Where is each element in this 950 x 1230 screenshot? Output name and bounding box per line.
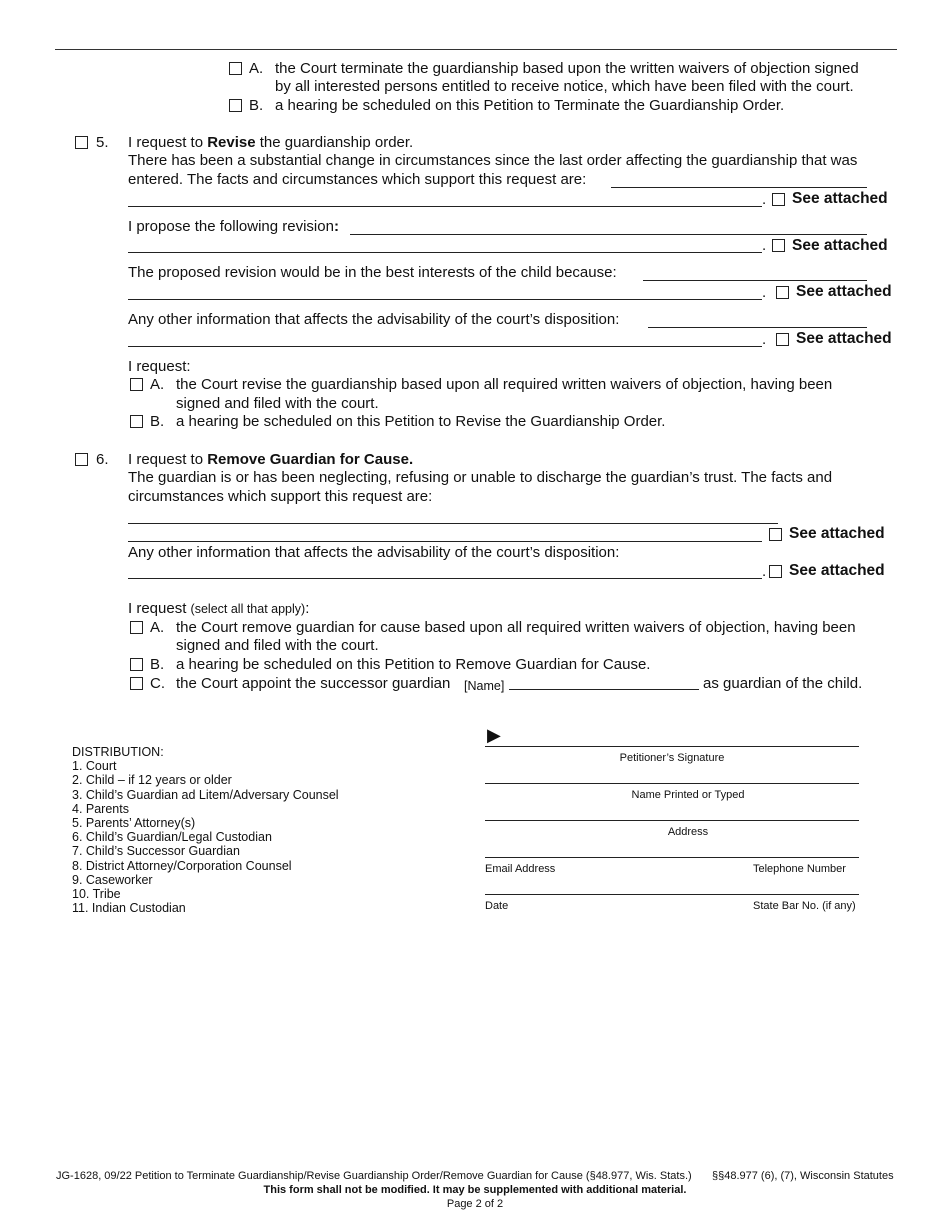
revise-option-a-checkbox[interactable] (130, 378, 143, 391)
distribution-item: 11. Indian Custodian (72, 901, 186, 916)
propose-revision-see-attached-checkbox[interactable] (772, 239, 785, 252)
propose-revision-line-2[interactable] (128, 252, 762, 253)
successor-guardian-name-line[interactable] (509, 689, 699, 690)
revise-other-info-label: Any other information that affects the advisability of the court’s disposition: (128, 311, 620, 328)
remove-guardian-reason-text: The guardian is or has been neglecting, refusing or unable to discharge the guardian’s trust. The facts and (128, 469, 833, 486)
remove-option-a-text-cont: signed and filed with the court. (176, 637, 379, 654)
top-divider (55, 49, 897, 50)
distribution-item: 1. Court (72, 759, 117, 774)
terminate-option-b-text: a hearing be scheduled on this Petition to Terminate the Guardianship Order. (275, 97, 785, 114)
distribution-item: 4. Parents (72, 801, 129, 816)
period: . (762, 237, 767, 254)
date-bar-line[interactable] (485, 894, 859, 895)
remove-option-b-letter: B. (150, 656, 165, 673)
revise-other-info-see-attached-checkbox[interactable] (776, 333, 789, 346)
distribution-item: 8. District Attorney/Corporation Counsel (72, 858, 292, 873)
terminate-option-a-letter: A. (249, 60, 264, 77)
revise-checkbox[interactable] (75, 136, 88, 149)
distribution-list (72, 745, 339, 915)
distribution-item: 10. Tribe (72, 887, 121, 902)
date-label: Date (485, 900, 509, 912)
item-6-number: 6. (96, 451, 109, 468)
name-printed-label: Name Printed or Typed (631, 789, 745, 801)
revise-reason-text: There has been a substantial change in circumstances since the last order affecting the guardianship that was (128, 152, 858, 169)
email-telephone-line[interactable] (485, 857, 859, 858)
remove-guardian-heading: I request to Remove Guardian for Cause. (128, 451, 414, 468)
see-attached-label: See attached (792, 237, 888, 254)
address-label: Address (667, 826, 709, 838)
revise-option-b-text: a hearing be scheduled on this Petition to Revise the Guardianship Order. (176, 413, 666, 430)
revise-request-heading: I request to Revise the guardianship order. (128, 134, 414, 151)
telephone-label: Telephone Number (753, 863, 846, 875)
period: . (762, 563, 767, 580)
revise-facts-line-2[interactable] (128, 206, 762, 207)
distribution-item: 7. Child’s Successor Guardian (72, 844, 240, 859)
terminate-option-b-letter: B. (249, 97, 264, 114)
revise-option-b-letter: B. (150, 413, 165, 430)
form-id: JG-1628, 09/22 Petition to Terminate Guardianship/Revise Guardianship Order/Remove Guardian for Cause (§48.977, Wis. Stats.) (56, 1170, 692, 1182)
distribution-item: 5. Parents’ Attorney(s) (72, 816, 196, 831)
item-5-number: 5. (96, 134, 109, 151)
revise-option-a-text: the Court revise the guardianship based upon all required written waivers of objection, having been (176, 376, 833, 393)
signature-arrow-icon: ▶ (487, 725, 501, 745)
remove-i-request-label: I request (select all that apply): (128, 600, 310, 617)
revise-option-b-checkbox[interactable] (130, 415, 143, 428)
remove-option-a-text: the Court remove guardian for cause based upon all required written waivers of objection, having been (176, 619, 856, 636)
remove-guardian-reason-text-cont: circumstances which support this request are: (128, 488, 433, 505)
name-printed-line[interactable] (485, 783, 859, 784)
terminate-option-a-checkbox[interactable] (229, 62, 242, 75)
remove-option-c-suffix: as guardian of the child. (703, 675, 863, 692)
terminate-option-a-text: the Court terminate the guardianship based upon the written waivers of objection signed (275, 60, 859, 77)
see-attached-label: See attached (792, 190, 888, 207)
see-attached-label: See attached (796, 330, 892, 347)
best-interest-label: The proposed revision would be in the best interests of the child because: (128, 264, 617, 281)
period: . (762, 191, 767, 208)
remove-option-b-checkbox[interactable] (130, 658, 143, 671)
state-bar-label: State Bar No. (if any) (753, 900, 856, 912)
distribution-item: 3. Child’s Guardian ad Litem/Adversary Counsel (72, 787, 339, 802)
remove-option-c-checkbox[interactable] (130, 677, 143, 690)
best-interest-line-1[interactable] (643, 280, 867, 281)
revise-facts-see-attached-checkbox[interactable] (772, 193, 785, 206)
revise-other-info-line-1[interactable] (648, 327, 867, 328)
remove-other-info-label: Any other information that affects the advisability of the court’s disposition: (128, 544, 620, 561)
best-interest-line-2[interactable] (128, 299, 762, 300)
remove-facts-line-1[interactable] (128, 523, 778, 524)
terminate-option-b-checkbox[interactable] (229, 99, 242, 112)
see-attached-label: See attached (796, 283, 892, 300)
best-interest-see-attached-checkbox[interactable] (776, 286, 789, 299)
petitioner-signature-label: Petitioner’s Signature (619, 752, 725, 764)
remove-facts-see-attached-checkbox[interactable] (769, 528, 782, 541)
page-number: Page 2 of 2 (446, 1198, 504, 1210)
distribution-item: 6. Child’s Guardian/Legal Custodian (72, 830, 272, 845)
revise-other-info-line-2[interactable] (128, 346, 762, 347)
revise-option-a-letter: A. (150, 376, 165, 393)
period: . (762, 331, 767, 348)
remove-other-info-see-attached-checkbox[interactable] (769, 565, 782, 578)
email-label: Email Address (485, 863, 556, 875)
propose-revision-label: I propose the following revision: (128, 218, 339, 235)
revise-facts-line-1[interactable] (611, 187, 867, 188)
remove-option-a-checkbox[interactable] (130, 621, 143, 634)
form-notice: This form shall not be modified. It may be supplemented with additional material. (263, 1184, 687, 1196)
distribution-title: DISTRIBUTION: (72, 745, 164, 759)
period: . (762, 284, 767, 301)
address-line[interactable] (485, 820, 859, 821)
successor-name-hint: [Name] (464, 679, 505, 693)
remove-option-c-letter: C. (150, 675, 165, 692)
terminate-option-a-text-cont: by all interested persons entitled to receive notice, which have been filed with the court. (275, 78, 854, 95)
petitioner-signature-line[interactable] (485, 746, 859, 747)
propose-revision-line-1[interactable] (350, 234, 867, 235)
remove-option-a-letter: A. (150, 619, 165, 636)
revise-i-request-label: I request: (128, 358, 191, 375)
see-attached-label: See attached (789, 562, 885, 579)
distribution-item: 9. Caseworker (72, 872, 153, 887)
revise-reason-text-cont: entered. The facts and circumstances which support this request are: (128, 171, 587, 188)
revise-option-a-text-cont: signed and filed with the court. (176, 395, 379, 412)
remove-other-info-line[interactable] (128, 578, 762, 579)
statute-reference: §§48.977 (6), (7), Wisconsin Statutes (712, 1170, 894, 1182)
remove-option-c-text: the Court appoint the successor guardian (176, 675, 451, 692)
remove-guardian-checkbox[interactable] (75, 453, 88, 466)
remove-option-b-text: a hearing be scheduled on this Petition to Remove Guardian for Cause. (176, 656, 651, 673)
remove-facts-line-2[interactable] (128, 541, 762, 542)
see-attached-label: See attached (789, 525, 885, 542)
distribution-item: 2. Child – if 12 years or older (72, 773, 232, 788)
